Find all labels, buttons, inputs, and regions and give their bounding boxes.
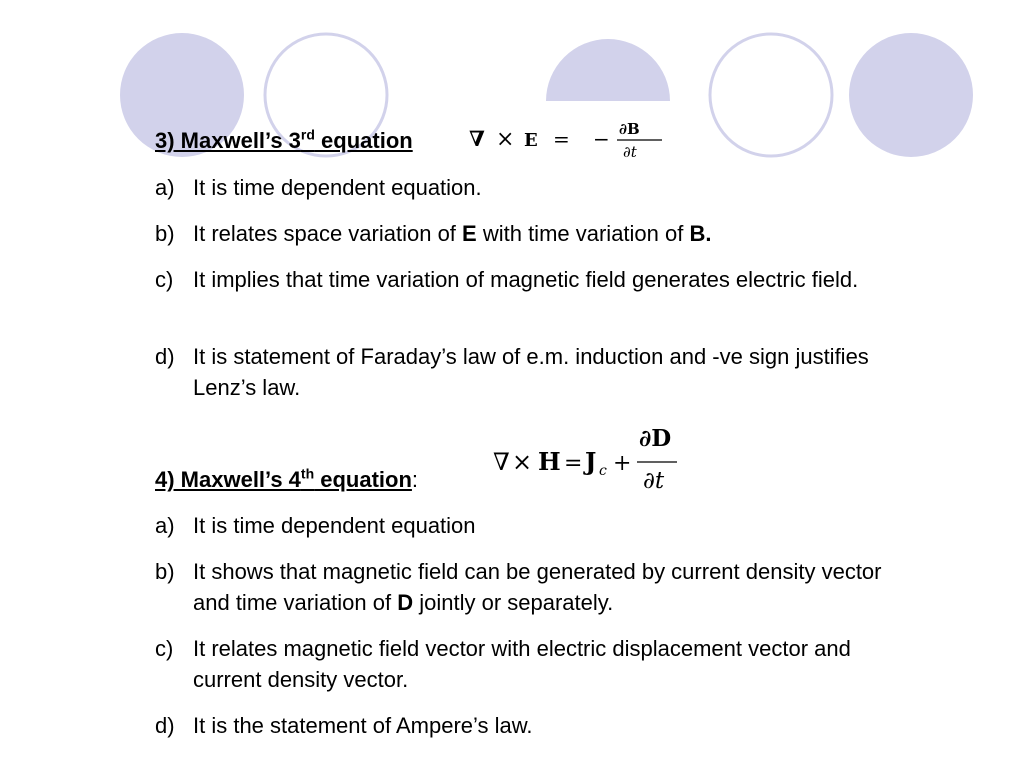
section4-item-a: a) It is time dependent equation (155, 513, 476, 538)
half-circle (546, 39, 670, 101)
section4-item-c: c) It relates magnetic field vector with electric displacement vector and current density vector. (155, 636, 851, 692)
denominator: ∂t (623, 143, 637, 161)
times-symbol: × (496, 127, 515, 152)
equals-symbol: = (553, 127, 570, 151)
section3-item-c: c) It implies that time variation of magnetic field generates electric field. (155, 267, 859, 292)
h-field-symbol: H (538, 447, 561, 476)
subscript-c: c (599, 463, 607, 479)
numerator: ∂D (639, 425, 672, 452)
times-symbol: × (512, 448, 533, 476)
outline-circle-2 (710, 34, 832, 156)
nabla-symbol: ∇ (493, 448, 510, 476)
numerator: ∂B (619, 120, 640, 138)
section4-heading: 4) Maxwell’s 4th equation: (155, 465, 419, 492)
plus-symbol: + (613, 451, 632, 476)
current-density-symbol: J (585, 447, 597, 476)
equals-symbol: = (564, 451, 583, 476)
denominator: ∂t (643, 468, 665, 494)
nabla-symbol: ∇ (469, 126, 485, 151)
ampere-maxwell-equation (493, 420, 693, 496)
minus-symbol: − (593, 127, 610, 151)
section3-heading: 3) Maxwell’s 3rd equation (155, 126, 413, 153)
section3-item-d: d) It is statement of Faraday’s law of e.m. induction and -ve sign justifies Lenz’s law. (155, 344, 869, 400)
section4-item-d: d) It is the statement of Ampere’s law. (155, 713, 533, 738)
section3-item-b: b) It relates space variation of E with time variation of B. (155, 221, 712, 246)
e-field-symbol: E (524, 130, 538, 151)
faraday-equation (467, 118, 687, 164)
filled-circle-2 (849, 33, 973, 157)
section4-item-b: b) It shows that magnetic field can be generated by current density vector and time variation of D jointly or separately. (155, 559, 882, 615)
section3-item-a: a) It is time dependent equation. (155, 175, 482, 200)
